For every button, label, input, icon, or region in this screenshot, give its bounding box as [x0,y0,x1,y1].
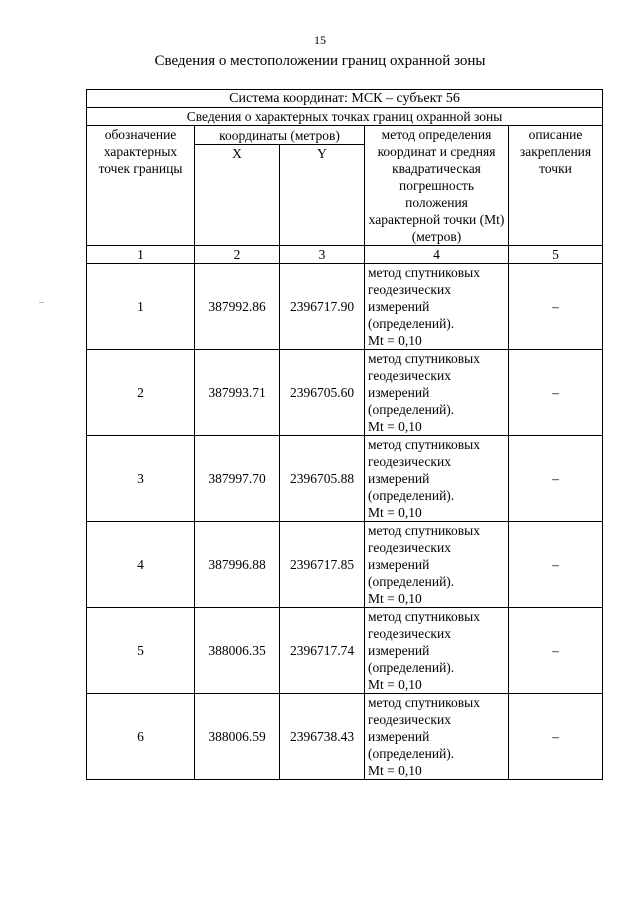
column-number: 4 [365,246,509,264]
description: – [509,436,603,522]
x-coordinate: 388006.59 [195,694,280,780]
y-coordinate: 2396717.85 [280,522,365,608]
header-coordinates: координаты (метров) [195,126,365,145]
header-point-designation: обозначение характерных точек границы [87,126,195,246]
point-number: 4 [87,522,195,608]
margin-mark [39,302,44,303]
description: – [509,608,603,694]
coordinate-system-row: Система координат: МСК – субъект 56 [87,90,603,108]
column-number: 3 [280,246,365,264]
x-coordinate: 387993.71 [195,350,280,436]
section-title-row: Сведения о характерных точках границ охранной зоны [87,108,603,126]
x-coordinate: 387997.70 [195,436,280,522]
table-row [87,608,603,694]
table-row [87,522,603,608]
point-number: 3 [87,436,195,522]
point-number: 6 [87,694,195,780]
column-number: 1 [87,246,195,264]
description: – [509,264,603,350]
boundary-points-table [86,89,603,780]
table-row [87,350,603,436]
y-coordinate: 2396717.74 [280,608,365,694]
header-method: метод определения координат и средняя квадратическая погрешность положения характерной точки (Mt) (метров) [365,126,509,246]
column-number: 2 [195,246,280,264]
header-x: X [195,145,280,246]
header-y: Y [280,145,365,246]
header-description: описание закрепления точки [509,126,603,246]
description: – [509,522,603,608]
y-coordinate: 2396717.90 [280,264,365,350]
x-coordinate: 387992.86 [195,264,280,350]
method-text: метод спутниковых геодезических измерений (определений). Mt = 0,10 [365,350,509,436]
point-number: 2 [87,350,195,436]
x-coordinate: 387996.88 [195,522,280,608]
description: – [509,350,603,436]
table-row [87,264,603,350]
method-text: метод спутниковых геодезических измерений (определений). Mt = 0,10 [365,264,509,350]
description: – [509,694,603,780]
column-number: 5 [509,246,603,264]
page-number: 15 [314,33,326,47]
point-number: 1 [87,264,195,350]
y-coordinate: 2396705.60 [280,350,365,436]
y-coordinate: 2396705.88 [280,436,365,522]
method-text: метод спутниковых геодезических измерений (определений). Mt = 0,10 [365,522,509,608]
x-coordinate: 388006.35 [195,608,280,694]
method-text: метод спутниковых геодезических измерений (определений). Mt = 0,10 [365,694,509,780]
method-text: метод спутниковых геодезических измерений (определений). Mt = 0,10 [365,436,509,522]
y-coordinate: 2396738.43 [280,694,365,780]
table-row [87,436,603,522]
table-row [87,694,603,780]
point-number: 5 [87,608,195,694]
document-title: Сведения о местоположении границ охранной зоны [154,53,486,69]
method-text: метод спутниковых геодезических измерений (определений). Mt = 0,10 [365,608,509,694]
